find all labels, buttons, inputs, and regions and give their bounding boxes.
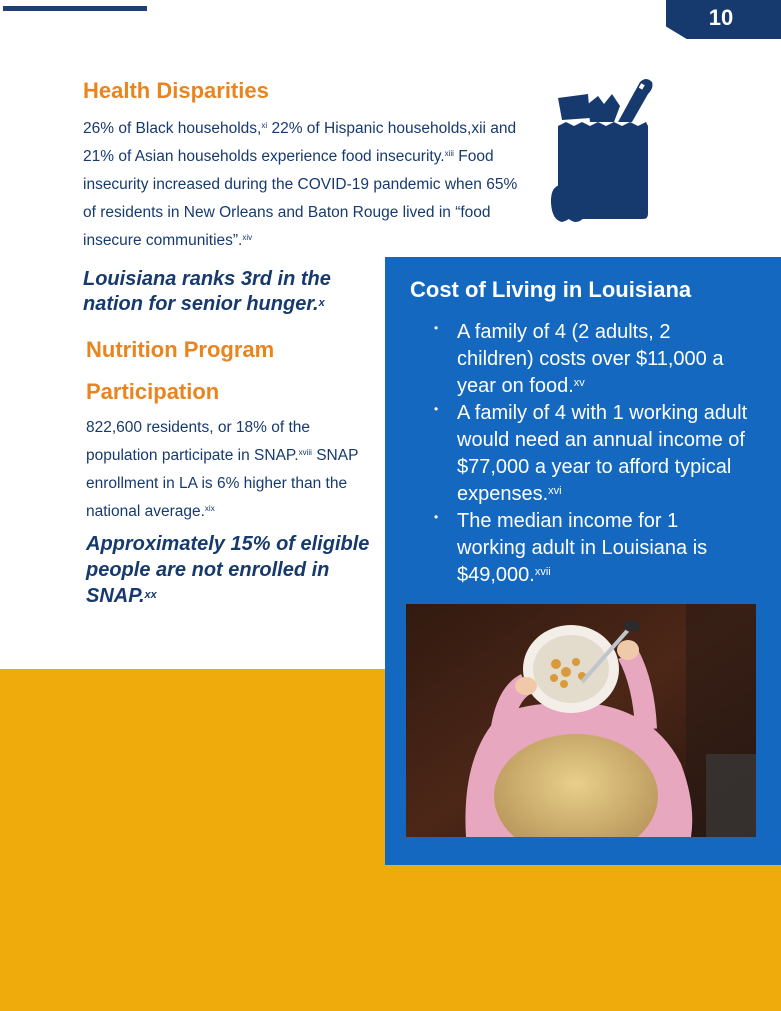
footnote-ref: xvi [548,485,562,497]
cost-list-item [429,400,749,508]
child-eating-cereal-photo [406,604,756,837]
grocery-bag-with-apple-icon [548,78,656,226]
bullet-dot-icon: • [434,321,439,335]
cost-item-text: A family of 4 (2 adults, 2 children) costs over $11,000 a year on food. [457,321,724,397]
footnote-ref: xvii [534,566,551,578]
senior-hunger-callout [83,267,383,317]
footnote-ref: xiv [242,233,253,242]
health-text-part-3: Food insecurity increased during the COVID-19 pandemic when 65% of residents in New Orleans and Baton Rouge lived in “food insecure communities”. [83,148,518,249]
footnote-ref: xix [204,504,215,513]
nutrition-program-heading: Nutrition Program Participation [86,337,275,404]
cost-list-item [429,508,749,589]
cost-item-text: A family of 4 with 1 working adult would need an annual income of $77,000 a year to afford typical expenses. [457,402,748,505]
health-disparities-text [83,115,518,255]
nutrition-text-part-2: SNAP enrollment in LA is 6% higher than the national average. [86,447,359,520]
senior-callout-text: Louisiana ranks 3rd in the nation for senior hunger. [83,268,331,315]
top-accent-rule [3,6,147,11]
health-text-part-2: 22% of Hispanic households,xii and 21% of Asian households experience food insecurity. [83,120,517,165]
bullet-dot-icon: • [434,510,439,524]
cost-of-living-heading: Cost of Living in Louisiana [410,277,692,302]
snap-callout-text: Approximately 15% of eligible people are not enrolled in SNAP. [86,533,370,607]
page-number: 10 [708,5,734,30]
footnote-ref: xiii [444,149,454,158]
snap-enrollment-callout [86,531,376,609]
footnote-ref: xi [261,121,268,130]
cost-list-item [429,319,749,400]
nutrition-text-part-1: 822,600 residents, or 18% of the population participate in SNAP. [86,419,311,464]
footnote-ref: x [318,297,325,309]
cost-item-text: The median income for 1 working adult in Louisiana is $49,000. [457,510,708,586]
health-text-part-1: 26% of Black households, [83,120,262,137]
bullet-dot-icon: • [434,402,439,416]
footnote-ref: xviii [298,448,312,457]
nutrition-program-text [86,414,376,526]
footnote-ref: xv [573,377,585,389]
cost-of-living-list [429,319,749,589]
health-disparities-heading: Health Disparities [83,78,269,103]
footnote-ref: xx [144,589,157,601]
